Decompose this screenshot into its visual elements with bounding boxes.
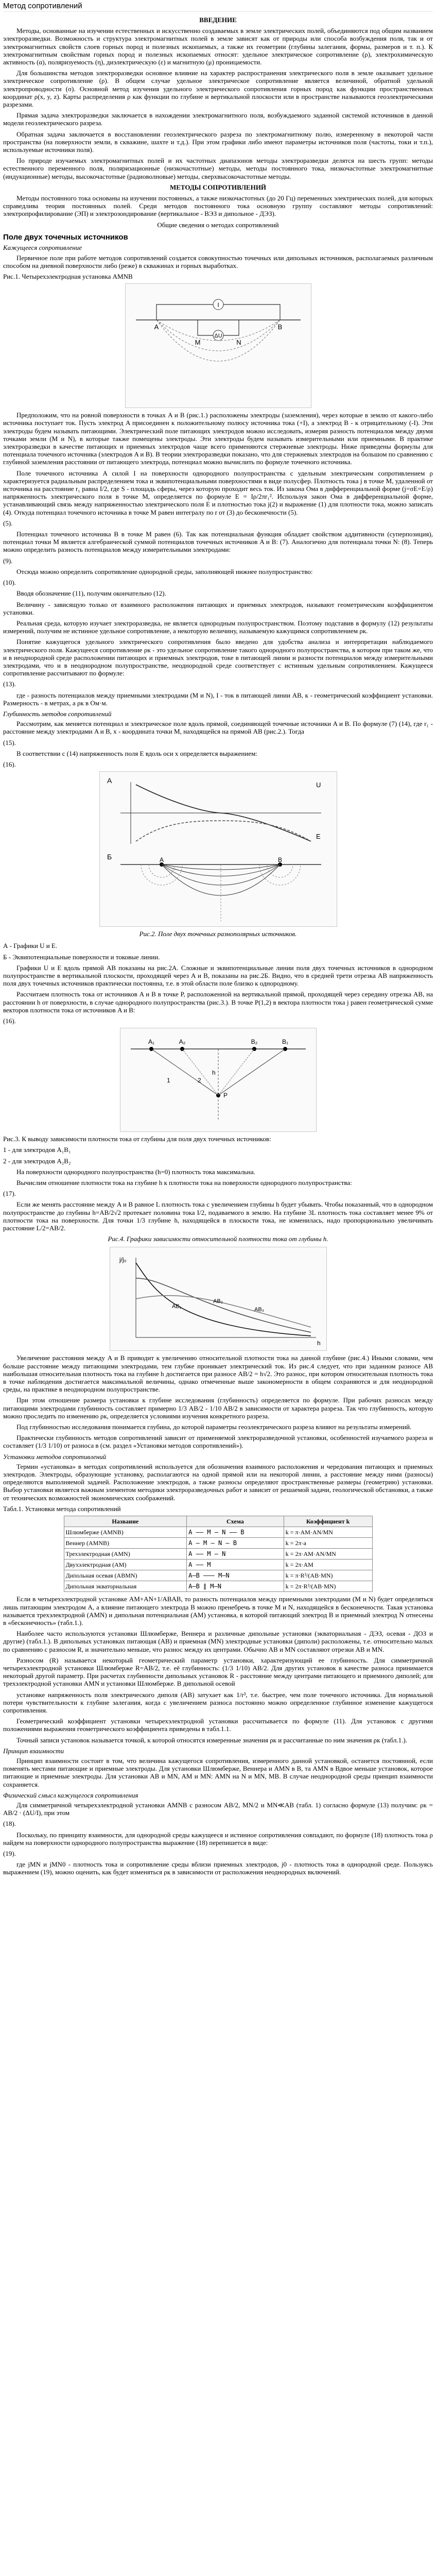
paragraph: Если же менять расстояние между A и B равное L плотность тока с увеличением глубины h будет убывать. Чтобы показанный, что в однородном полупространстве до глубины h=AB/2√2 протекает половина тока I/2, подаваемого в землю. На глубине 3L плотность тока составляет менее 9% от плотности тока на поверхности. Для точки 1/3 глубине h, находящейся в плоскости тока, не изменилась, надо пропорционально увеличивать расстояние L/2=AB/2. (3, 1200, 433, 1232)
paragraph: Величину - зависящую только от взаимного расположения питающих и приемных электродов, называют геометрическим коэффициентом установки. (3, 600, 433, 616)
figure-4 (3, 1247, 433, 1351)
current-density-depth-diagram (120, 1028, 317, 1132)
y-axis-label: j/j₀ (119, 1256, 127, 1264)
e-curve-label: E (316, 833, 321, 841)
document-body (3, 12, 433, 1876)
density-vs-depth-graph (110, 1247, 327, 1351)
table-cell: k = 2π·AM (284, 1560, 372, 1570)
curve-label-2: AB₂ (213, 1298, 223, 1305)
paragraph: где - разность потенциалов между приемными электродами (M и N), I - ток в питающей линии AB, к - геометрический коэффициент установки. Размерность - в метрах, а ρк в Ом·м. (3, 691, 433, 707)
x-axis-label: h (317, 1340, 321, 1347)
paragraph: Термин «установка» в методах сопротивлений используется для обозначения взаимного расположения и чередования питающих и приемных электродов. Электроды, образующие установку, располагаются на одной прямой или на некоторой линии, а расстояние между ними (разносы) определяются выполняемой задачей. Расположение электродов, а также разносы определяют пространственные размеры (геометрию) установки. Выбор установки является важным элементом методики электроразведочных работ и зависит от решаемой задачи, геологической обстановки, а также от технических возможностей экономических соображений. (3, 1462, 433, 1502)
setups-table (64, 1516, 373, 1592)
section-heading-point-sources: Поле двух точечных источников (3, 232, 128, 242)
document-page (0, 1, 436, 2576)
source-b-label: B (277, 856, 282, 864)
paragraph: Поскольку, по принципу взаимности, для однородной среды кажущееся и истинное сопротивления совпадают, по формуле (18) плотность тока ρ найдем на поверхности однородного полупространства выражение (18) перепишется в виде: (3, 1831, 433, 1846)
table-row (64, 1570, 372, 1581)
table-cell: Веннер (AMNB) (64, 1538, 187, 1549)
electrode-b2-label: B₂ (251, 1038, 257, 1046)
section-heading-methods: МЕТОДЫ СОПРОТИВЛЕНИЙ (169, 183, 267, 191)
paragraph: Если в четырехэлектродной установке AM+AN+1/ABAB, то разность потенциалов между приемными электродами (M и N) будет определяться лишь питающим электродом A, а влияние питающего электрода B можно пренебречь в точке M и N, находящейся в бесконечности. Такая установка называется трехэлектродной (AMN) и дипольная потенциальная (AM) установка, в которой питающий электрод B и приемный электрод N отнесены в «бесконечность» (табл.1.). (3, 1595, 433, 1626)
paragraph: где jMN и jMN0 - плотность тока и сопротивление среды вблизи приемных электродов, j0 - плотность тока в однородной среде. Пользуясь выражением (19), можно оценить, как будет изменяться ρк в зависимости от расположения неоднородных включений. (3, 1860, 433, 1876)
paragraph: Увеличение расстояния между A и B приводит к увеличению относительной плотности тока на данной глубине (рис.4.) Иными словами, чем больше расстояние между питающими электродами, тем глубже проникает электрический ток. Из рис.4 следует, что при заданном разносе AB наибольшая относительная плотность тока на глубине h достигается при разносе AB/2 = h√2. Это разнос, при котором относительная плотность тока в точке наблюдения достигается максимальной величины, однако отмеченные выше закономерности в общем сохраняются и для неоднородной среды, на практике в неоднородном полупространстве. (3, 1354, 433, 1394)
paragraph: Реальная среда, которую изучает электроразведка, не является однородным полупространством. Поэтому подставив в формулу (12) результаты измерений, получим не истинное удельное сопротивление, а некоторую величину, называемую кажущимся сопротивлением ρк. (3, 619, 433, 635)
electrode-a-label: A (154, 323, 159, 331)
paragraph: Отсюда можно определить сопротивление однородной среды, заполняющей нижнее полупространство: (16, 567, 313, 575)
table-header: Коэффициент k (284, 1516, 372, 1527)
paragraph: установке напряженность поля электрического диполя (AB) затухает как 1/r³, т.е. быстрее, чем поле точечного источника. Для нормальной потери чувствительности к глубине залегания, когда с увеличением разноса постоянно можно определенное глубинное изменение кажущегося сопротивления. (3, 1690, 433, 1714)
subsection-heading: Установки методов сопротивлений (3, 1452, 107, 1461)
figure-note: 2 - для электродов A₂B₂ (3, 1157, 71, 1165)
equation-13: (13). (3, 680, 16, 688)
equation-10: (10). (3, 579, 16, 587)
equation-17: (17). (3, 1190, 16, 1198)
table-cell: k = 2π·a (284, 1538, 372, 1549)
table-header: Название (64, 1516, 187, 1527)
paragraph: Рассмотрим, как меняется потенциал и электрическое поле вдоль прямой, соединяющей точечные источники A и B. По формуле (7) (14), где r₁ - расстояние между электродами A и B, x - координата точки M, находящейся на прямой AB (рис.2.). Тогда (3, 720, 433, 736)
paragraph: Практически глубинность методов сопротивлений зависит от применяемой электроразведочной установки, особенностей изучаемого разреза и составляет (1/3 1/10) от разноса в (см. раздел «Установки методов сопротивлений»). (3, 1434, 433, 1450)
paragraph: Методы, основанные на изучении естественных и искусственно создаваемых в земле электрических полей, объединяются под общим названием электроразведки. Возможность и структура электромагнитных полей в земле зависят как от природы или способа возбуждения поля, так и от электромагнитных свойств слоев горных пород и полезных ископаемых, а также их геометрии (глубины залегания, формы, размеров и т. п.). К электромагнитным свойствам горных пород и полезных ископаемых относят: удельное электрическое сопротивление (ρ), электрохимическую активность (α), поляризуемость (η), диэлектрическую (ε) и магнитную (μ) проницаемости. (3, 27, 433, 66)
line-1-label: 1 (166, 1077, 170, 1084)
subsection-heading: Кажущееся сопротивление (3, 244, 82, 252)
paragraph: На поверхности однородного полупространства (h=0) плотность тока максимальна. (16, 1167, 255, 1176)
electrode-n-label: N (236, 338, 241, 347)
table-header: Схема (187, 1516, 284, 1527)
electrode-a2-label: A₂ (179, 1038, 185, 1046)
equation-15: (15). (3, 738, 16, 747)
table-title: Табл.1. Установки метода сопротивлений (3, 1504, 121, 1513)
paragraph: Разносом (R) называется некоторый геометрический параметр установки, характеризующий ее глубинность. Для симметричной четырехэлектродной установки Шлюмберже R=AB/2, т.е. её глубинность: (1/3 1/10) AB/2. Для других установок в качестве разноса принимается некоторый другой параметр. При расчетах глубинности дипольных установок R - расстояние между центрами питающего и приемного диполей; для трехэлектродной установки AMN и установки Шлюмберже. В дипольной осевой (3, 1656, 433, 1688)
voltage-label: ΔU (214, 333, 222, 340)
table-row (64, 1527, 372, 1538)
figure-caption: Рис.2. Поле двух точечных разнополярных источников. (139, 930, 297, 938)
electrode-a1-label: A₁ (148, 1038, 154, 1046)
equation-18: (18). (3, 1820, 16, 1828)
table-row (64, 1581, 372, 1592)
electrode-m-label: M (195, 338, 200, 347)
figure-caption: Рис.3. К выводу зависимости плотности тока от глубины для поля двух точечных источников: (3, 1135, 271, 1143)
figure-note: 1 - для электродов A₁B₁ (3, 1146, 71, 1154)
figure-2 (3, 771, 433, 927)
curve-label-1: AB₁ (171, 1303, 181, 1310)
table-row (64, 1560, 372, 1570)
table-cell: Двухэлектродная (AM) (64, 1560, 187, 1570)
subsection-heading: Глубинность методов сопротивлений (3, 709, 112, 718)
paragraph: Наиболее часто используются установки Шлюмберже, Веннера и различные дипольные установки (экваториальная - ДЭЗ, осевая - ДОЗ и другие) (табл.1.). В дипольных установках питающая (AB) и приемная (MN) электродные установки (диполи) расположены, т.е. относительно малых по сравнению с разносом R, и значительно меньше, что разнос между их центрами. Обычно AB и MN составляют отрезки AB и MN. (3, 1630, 433, 1653)
current-label: I (217, 301, 219, 309)
curve-label-3: AB₃ (254, 1307, 264, 1313)
paragraph: По природе изучаемых электромагнитных полей и их частотных диапазонов методы электроразведки делятся на шесть групп: методы естественного переменного поля, поляризационные (низкочастотные) методы, методы постоянного тока, низкочастотные электромагнитные (индукционные) методы, высокочастотные (радиоволновые) методы, сверхвысокочастотные методы. (3, 157, 433, 180)
figure-caption: Рис.1. Четырехэлектродная установка AMNB (3, 273, 133, 281)
figure-note: Б - Эквипотенциальные поверхности и токовые линии. (3, 953, 160, 961)
source-a-label: A (159, 856, 164, 864)
table-cell: Шлюмберже (AMNB) (64, 1527, 187, 1538)
figure-3 (3, 1028, 433, 1132)
electrode-b1-label: B₁ (282, 1038, 288, 1046)
equation-9: (9). (3, 556, 13, 565)
section-heading-intro: ВВЕДЕНИЕ (199, 16, 237, 24)
table-cell: k = π·R³/(AB·MN) (284, 1570, 372, 1581)
table-cell: A — M — N — B (187, 1538, 284, 1549)
equation-16: (16). (3, 760, 16, 768)
electrode-b-label: B (277, 323, 282, 331)
paragraph: Точный записи установок называется точкой, к которой относятся измеренные значения ρк и рассчитанные по ним значения ρк (табл.1.). (16, 1736, 408, 1744)
paragraph: Принцип взаимности состоит в том, что величина кажущегося сопротивления, измеренного данной установкой, останется постоянной, если поменять местами питающие и приемные электроды. Для установки Шлюмберже, Веннера и AMN в В, та AMN в Вдвое меньше установок, которое питающие и приемные электроды. Для установки AB и MN, AM и MN: AMN на N и MN, MB. В случае неоднородной среды принцип взаимности сохраняется. (3, 1756, 433, 1788)
document-title: Метод сопротивлений (3, 1, 433, 12)
panel-b-label: Б (107, 853, 112, 861)
paragraph: Под глубинностью исследования понимается глубина, до которой параметры геоэлектрического разреза влияют на результаты измерений. (16, 1423, 412, 1431)
table-cell: A —— M — N (187, 1549, 284, 1560)
depth-h-label: h (212, 1069, 216, 1077)
paragraph: Вводя обозначение (11), получим окончательно (12). (16, 589, 166, 598)
equation-16b: (16). (3, 1016, 16, 1025)
subsection-heading: Физический смысл кажущегося сопротивления (3, 1791, 138, 1799)
table-cell: A —— M (187, 1560, 284, 1570)
table-cell: Дипольная осевая (ABMN) (64, 1570, 187, 1581)
paragraph: Методы постоянного тока основаны на изучении постоянных, а также низкочастотных (до 20 Гц) переменных электрических полей, для которых справедлива теория постоянных полей. Среди методов постоянного тока основную группу составляют методы сопротивлений: электропрофилирование (ЭП) и электрозондирование (вертикальное - ВЭЗ и дипольное - ДЭЗ). (3, 194, 433, 218)
paragraph: В соответствии с (14) напряженность поля E вдоль оси x определяется выражением: (16, 749, 257, 757)
paragraph: Для симметричной четырехэлектродной установки AMNB с разносом AB/2, MN/2 и MN≪AB (табл. 1) согласно формуле (13) получим: ρк = AB/2 · (ΔU/I), при этом (3, 1801, 433, 1817)
figure-note: А - Графики U и E. (3, 942, 58, 950)
table-cell: Трехэлектродная (AMN) (64, 1549, 187, 1560)
paragraph: Для большинства методов электроразведки основное влияние на характер распространения электрического поля в земле оказывает удельное электрическое сопротивление (ρ). В общем случае удельное электрическое сопротивление является величиной, обратной удельной электропроводности (σ). Основной метод изучения удельного электрического сопротивления горных пород как функции пространственных координат ρ(x, y, z). Карты распределения ρ как функции по глубине и вертикальной плоскости или в пространстве называются геоэлектрическими разрезами. (3, 69, 433, 109)
paragraph: Поле точечного источника A силой I на поверхности однородного полупространства с удельным электрическим сопротивлением ρ характеризуется радиальным распределением тока и эквипотенциальными поверхностями в виде полусфер. Плотность тока j в точке M, удаленной от источника на расстояние r₁ равна I/2, где S - площадь сферы, через которую проходит весь ток. Из закона Ома в дифференциальной форме (j=σE=E/ρ) напряженность электрического поля в точке M, определяется по формуле E = Iρ/2πr₁². Используя закон Ома в дифференциальной форме, устанавливающий связь между напряженностью электрического поля E и плотностью тока j(2) и выражение (1) для плотности тока, можно записать (4). Откуда потенциал точечного источника в точке M равен интегралу по r от (3) до бесконечности (5). (3, 469, 433, 516)
paragraph: Прямая задача электроразведки заключается в нахождении электромагнитного поля, возбуждаемого заданной системой источников в данной модели геоэлектрического разреза. (3, 111, 433, 127)
four-electrode-diagram (125, 283, 311, 408)
equation-5: (5). (3, 519, 13, 527)
table-row (64, 1549, 372, 1560)
paragraph: Графики U и E вдоль прямой AB показаны на рис.2А. Сложные и эквипотенциальные линии поля двух точечных источников в однородном полупространстве в вертикальной плоскости, проходящей через A и B, показаны на рис.2Б. Видно, что в средней трети отрезка AB напряженность поля двух точечных источников практически постоянна, т.е. в этой области поле близко к однородному. (3, 963, 433, 988)
u-curve-label: U (316, 781, 321, 789)
table-row (64, 1538, 372, 1549)
paragraph: Предположим, что на ровной поверхности в точках A и B (рис.1.) расположены электроды (заземления), через которые в землю от какого-либо источника поступает ток. Пусть электрод A присоединен к положительному полюсу источника тока (+I), а электрод B - к отрицательному (-I). Эти электроды будем называть питающими. Электрический поле питающих электродов можно исследовать, измеряя разность потенциалов между двумя точками земли (M и N), в которые также помещены электроды. Эти электроды будем называть измерительными или приемными. В практике электроразведки в качестве питающих и приемных электродов чаще всего применяются стержневые электроды. Ниже приведены формулы для потенциала точечного источника (электродов A и B). В теории электроразведки показано, что для стержневых электродов на большом по сравнению с глубиной заземления расстоянии от питающего электрода, потенциал можно вычислить по формуле точечного источника. (3, 411, 433, 466)
line-2-label: 2 (197, 1077, 201, 1084)
table-cell: A—B ∥ M—N (187, 1581, 284, 1592)
subsection-heading: Общие сведения о методах сопротивлений (157, 221, 279, 229)
paragraph: Первичное поле при работе методов сопротивлений создается совокупностью точечных или дипольных источников, располагаемых различным способом на дневной поверхности либо (реже) в скважинах и горных выработках. (3, 253, 433, 269)
panel-a-label: А (107, 776, 112, 785)
paragraph: Обратная задача заключается в восстановлении геоэлектрического разреза по электромагнитному полю, измеренному в некоторой части пространства (на поверхности земли, в скважине, шахте и т.д.). При этом графики либо имеют параметры источников поля (частоты, токи и т.п.), используемые источники поля). (3, 130, 433, 154)
table-cell: k = π·AM·AN/MN (284, 1527, 372, 1538)
figure-1 (3, 283, 433, 408)
table-cell: k = 2π·AM·AN/MN (284, 1549, 372, 1560)
subsection-heading: Принцип взаимности (3, 1747, 64, 1755)
table-1-wrapper (3, 1516, 433, 1592)
paragraph: Рассчитаем плотность тока от источников A и B в точке P, расположенной на вертикальной прямой, проходящей через середину отрезка AB, на расстоянии h от поверхности, в случае однородного полупространства (рис.3.). В точке P(1,2) в вектора плотности тока j равен геометрической сумме векторов плотности тока от источников A и B: (3, 990, 433, 1014)
table-cell: k = 2π·R³/(AB·MN) (284, 1581, 372, 1592)
paragraph: При этом отношение размера установки к глубине исследования (глубинность) определяется по формуле. При рабочих разносах между питающими электродами глубинность составляет примерно 1/3 AB/2 - 1/10 AB/2 в зависимости от характера разреза. Так что глубинность, которую можно проследить по изменению ρк, определяется условиями изучения конкретного разреза. (3, 1396, 433, 1420)
table-cell: A —— M — N —— B (187, 1527, 284, 1538)
equation-19: (19). (3, 1849, 16, 1857)
paragraph: Вычислим отношение плотности тока на глубине h к плотности тока на поверхности однородного полупространства: (16, 1179, 352, 1187)
figure-caption: Рис.4. Графики зависимости относительной плотности тока от глубины h. (108, 1235, 328, 1243)
table-cell: A—B ——— M—N (187, 1570, 284, 1581)
paragraph: Геометрический коэффициент установки четырехэлектродной установки рассчитывается по формуле (11). Для установок с другими положениями выражения геометрического коэффициента приведены в табл.1.1. (3, 1717, 433, 1733)
paragraph: Потенциал точечного источника B в точке M равен (6). Так как потенциальная функция обладает свойством аддитивности (суперпозиция), потенциал точки M является алгебраической суммой потенциалов точечных источников A и B: (7). Аналогично для потенциала точки N: (8). Теперь можно определить разность потенциалов между измерительными электродами: (3, 530, 433, 554)
table-cell: Дипольная экваториальная (64, 1581, 187, 1592)
paragraph: Понятие кажущегося удельного электрического сопротивления было введено для удобства анализа и интерпретации наблюдаемого электрического поля. Кажущееся сопротивление ρк - это удельное сопротивление такого однородного полупространства, в котором при таком же, что и в неоднородной среде расположении питающих и приемных электродов, токе в питающей линии и разности потенциалов между измерительными электродами, что и в неоднородном полупространстве, неоднородной среде соответствует с истинным удельным сопротивлением. Кажущееся сопротивление рассчитывают по формуле: (3, 638, 433, 677)
point-p-label: P (223, 1092, 228, 1099)
two-sources-field-diagram (99, 771, 337, 927)
